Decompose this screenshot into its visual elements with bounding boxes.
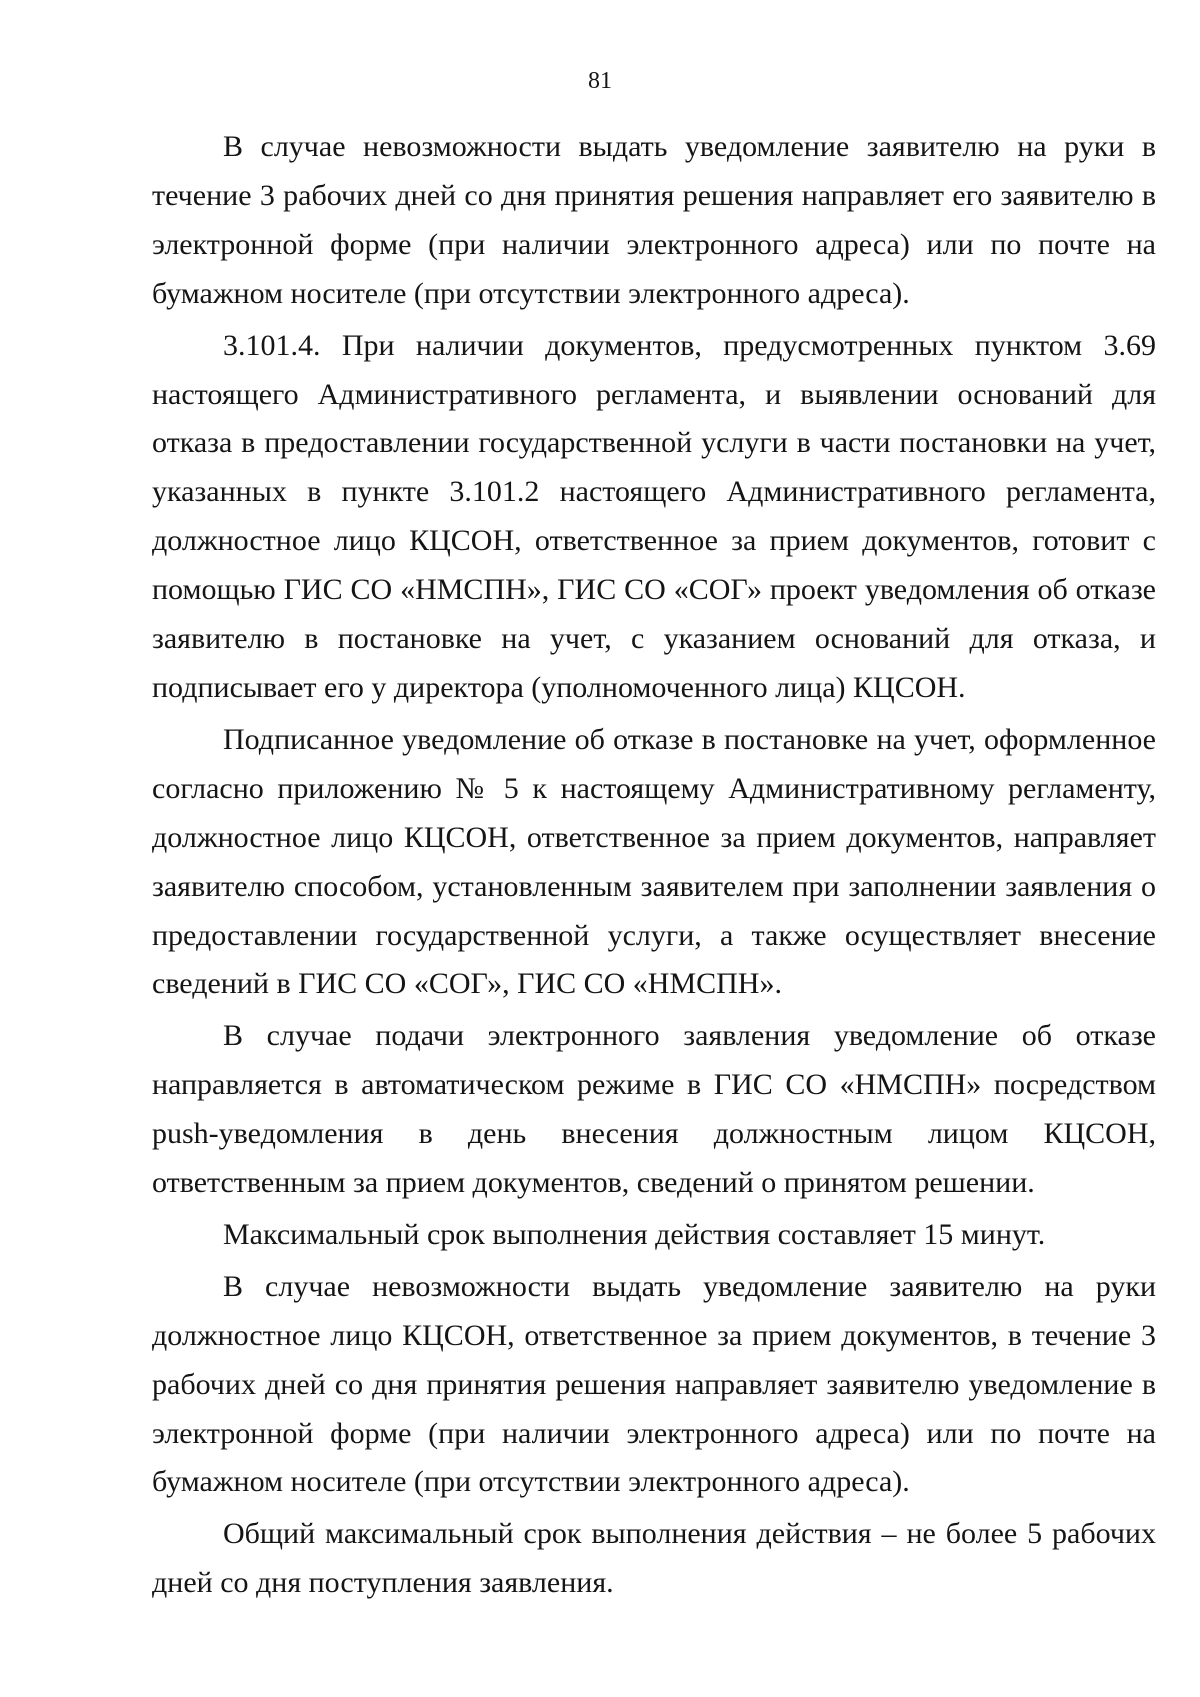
paragraph-3: Подписанное уведомление об отказе в постановке на учет, оформленное согласно приложению № 5 к настоящему Административному регламенту, должностное лицо КЦСОН, ответственное за прием документов, направляет заявителю способом, установленным заявителем при заполнении заявления о предоставлении государственной услуги, а также осуществляет внесение сведений в ГИС СО «СОГ», ГИС СО «НМСПН».: [152, 722, 1156, 1001]
page-number: 81: [588, 68, 612, 94]
paragraph-7: Общий максимальный срок выполнения действия – не более 5 рабочих дней со дня поступления заявления.: [152, 1517, 1156, 1600]
paragraph-5: Максимальный срок выполнения действия составляет 15 минут.: [223, 1217, 1046, 1251]
paragraph-1: В случае невозможности выдать уведомление заявителю на руки в течение 3 рабочих дней со дня принятия решения направляет его заявителю в электронной форме (при наличии электронного адреса) или по почте на бумажном носителе (при отсутствии электронного адреса).: [152, 130, 1156, 310]
paragraph-2: 3.101.4. При наличии документов, предусмотренных пунктом 3.69 настоящего Административного регламента, и выявлении оснований для отказа в предоставлении государственной услуги в части постановки на учет, указанных в пункте 3.101.2 настоящего Административного регламента, должностное лицо КЦСОН, ответственное за прием документов, готовит с помощью ГИС СО «НМСПН», ГИС СО «СОГ» проект уведомления об отказе заявителю в постановке на учет, с указанием оснований для отказа, и подписывает его у директора (уполномоченного лица) КЦСОН.: [152, 328, 1156, 704]
document-body: [152, 123, 1156, 1611]
paragraph-4: В случае подачи электронного заявления уведомление об отказе направляется в автоматическом режиме в ГИС СО «НМСПН» посредством push-уведомления в день внесения должностным лицом КЦСОН, ответственным за прием документов, сведений о принятом решении.: [152, 1019, 1156, 1200]
paragraph-6: В случае невозможности выдать уведомление заявителю на руки должностное лицо КЦСОН, ответственное за прием документов, в течение 3 рабочих дней со дня принятия решения направляет заявителю уведомление в электронной форме (при наличии электронного адреса) или по почте на бумажном носителе (при отсутствии электронного адреса).: [152, 1269, 1156, 1499]
